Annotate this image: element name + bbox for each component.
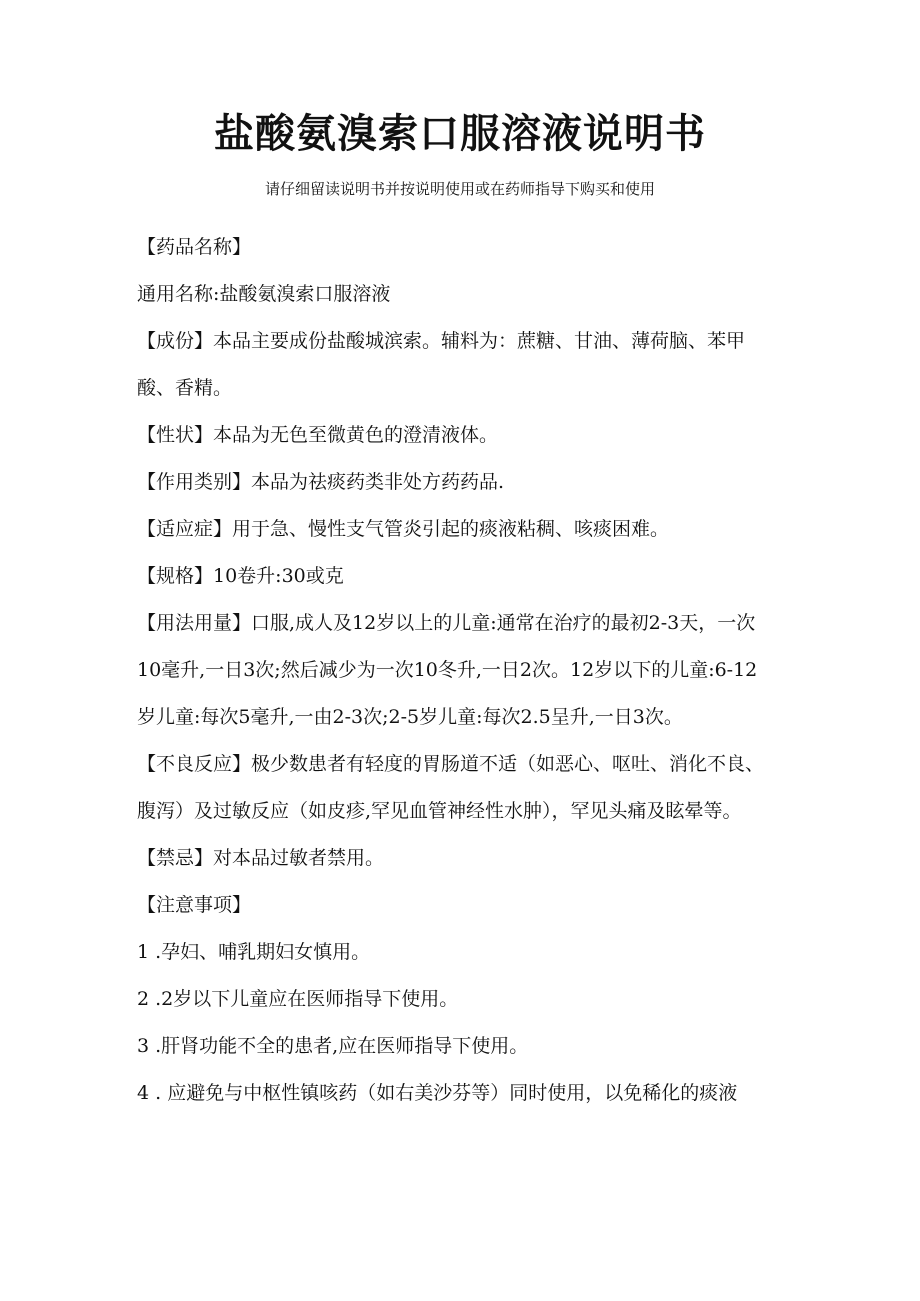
ingredients-line: 【成份】本品主要成份盐酸城滨索。辅料为：蔗糖、甘油、薄荷脑、苯甲 <box>137 330 746 352</box>
precaution-item-4: 4 . 应避免与中枢性镇咳药（如右美沙芬等）同时使用，以免稀化的痰液 <box>137 1082 738 1104</box>
category-line: 【作用类别】本品为祛痰药类非处方药药品. <box>137 471 505 493</box>
document-body <box>137 224 797 1117</box>
contraindications-line: 【禁忌】对本品过敏者禁用。 <box>137 847 385 869</box>
dosage-line-end: 岁儿童:每次5毫升,一由2-3次;2-5岁儿童:每次2.5呈升,一日3次。 <box>137 706 683 728</box>
precaution-item-2: 2 .2岁以下儿童应在医师指导下使用。 <box>137 988 459 1010</box>
section-heading-precautions: 【注意事项】 <box>137 894 252 916</box>
precaution-item-3: 3 .肝肾功能不全的患者,应在医师指导下使用。 <box>137 1035 529 1057</box>
adverse-reactions-line-continued: 腹泻）及过敏反应（如皮疹,罕见血管神经性水肿），罕见头痛及眩晕等。 <box>137 800 742 822</box>
dosage-line: 【用法用量】口服,成人及12岁以上的儿童:通常在治疗的最初2-3天，一次 <box>137 612 756 634</box>
ingredients-line-continued: 酸、香精。 <box>137 377 233 399</box>
adverse-reactions-line: 【不良反应】极少数患者有轻度的胃肠道不适（如恶心、呕吐、消化不良、 <box>137 753 765 775</box>
document-title: 盐酸氨溴索口服溶液说明书 <box>214 111 706 157</box>
precaution-item-1: 1 .孕妇、哺乳期妇女慎用。 <box>137 941 371 963</box>
specification-line: 【规格】10卷升:30或克 <box>137 565 344 587</box>
document-subtitle: 请仔细留读说明书并按说明使用或在药师指导下购买和使用 <box>264 180 655 198</box>
dosage-line-continued: 10毫升,一日3次;然后减少为一次10冬升,一日2次。12岁以下的儿童:6-12 <box>137 659 758 681</box>
description-line: 【性状】本品为无色至微黄色的澄清液体。 <box>137 424 499 446</box>
generic-name-line: 通用名称:盐酸氨溴索口服溶液 <box>137 283 391 305</box>
section-heading-drug-name: 【药品名称】 <box>137 236 252 258</box>
indications-line: 【适应症】用于急、慢性支气管炎引起的痰液粘稠、咳痰困难。 <box>137 518 670 540</box>
